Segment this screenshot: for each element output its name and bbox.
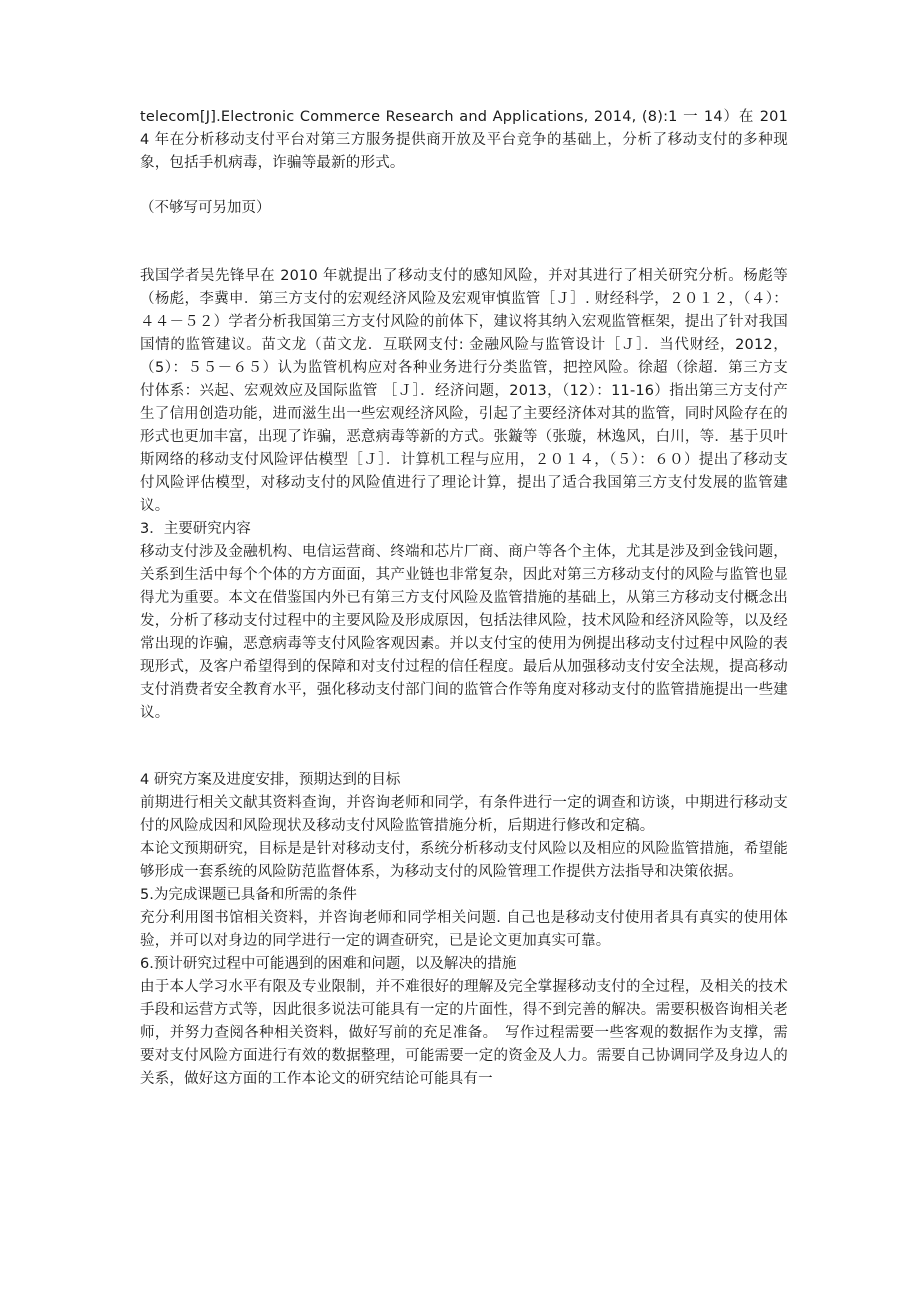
spacer (140, 220, 788, 265)
section-heading-4: 4 研究方案及进度安排，预期达到的目标 (140, 772, 401, 788)
paragraph-expected-goals: 本论文预期研究，目标是是针对移动支付，系统分析移动支付风险以及相应的风险监管措施，希望能够形成一套系统的风险防范监督体系，为移动支付的风险管理工作提供方法指导和决策依据。 (140, 841, 788, 880)
section-heading-3: 3．主要研究内容 (140, 521, 251, 537)
section-heading-6: 6.预计研究过程中可能遇到的困难和问题，以及解决的措施 (140, 956, 517, 972)
paragraph-difficulties: 由于本人学习水平有限及专业限制，并不难很好的理解及完全掌握移动支付的全过程，及相关的技术手段和运营方式等，因此很多说法可能具有一定的片面性，得不到完善的解决。需要积极咨询相关老师，并努力查阅各种相关资料，做好写前的充足准备。 写作过程需要一些客观的数据作为支撑，需要对支付风险方面进行有效的数据整理，可能需要一定的资金及人力。需要自己协调同学及身边人的关系，做好这方面的工作本论文的研究结论可能具有一 (140, 979, 788, 1087)
extra-page-note: （不够写可另加页） (140, 200, 271, 216)
paragraph-literature-review: 我国学者吴先锋早在 2010 年就提出了移动支付的感知风险，并对其进行了相关研究分析。杨彪等（杨彪，李冀申．第三方支付的宏观经济风险及宏观审慎监管［Ｊ］. 财经科学，２０１２，（４）：４４－５２）学者分析我国第三方支付风险的前体下，建议将其纳入宏观监管框架，提出了针对我国国情的监管建议。苗文龙（苗文龙．互联网支付: 金融风险与监管设计［Ｊ］．当代财经，2012，（5）：５５－６５）认为监管机构应对各种业务进行分类监管，把控风险。徐超（徐超．第三方支付体系：兴起、宏观效应及国际监管 ［Ｊ］．经济问题，2013，（12）：11-16）指出第三方支付产生了信用创造功能，进而滋生出一些宏观经济风险，引起了主要经济体对其的监管，同时风险存在的形式也更加丰富，出现了诈骗，恶意病毒等新的方式。张鏇等（张璇，林逸风，白川，等．基于贝叶斯网络的移动支付风险评估模型［Ｊ］．计算机工程与应用，２０１４，（５）：６０）提出了移动支付风险评估模型，对移动支付的风险值进行了理论计算，提出了适合我国第三方支付发展的监管建议。 (140, 268, 788, 514)
paragraph-research-plan: 前期进行相关文献其资料查询，并咨询老师和同学，有条件进行一定的调查和访谈，中期进行移动支付的风险成因和风险现状及移动支付风险监管措施分析，后期进行修改和定稿。 (140, 795, 788, 834)
paragraph-reference-continuation: telecom[J].Electronic Commerce Research and Applications, 2014, (8):1 一 14）在 2014 年在分析移动支付平台对第三方服务提供商开放及平台竞争的基础上，分析了移动支付的多种现象，包括手机病毒，诈骗等最新的形式。 (140, 109, 788, 171)
paragraph-main-content: 移动支付涉及金融机构、电信运营商、终端和芯片厂商、商户等各个主体，尤其是涉及到金钱问题，关系到生活中每个个体的方方面面，其产业链也非常复杂，因此对第三方移动支付的风险与监管也显得尤为重要。本文在借鉴国内外已有第三方支付风险及监管措施的基础上，从第三方移动支付概念出发，分析了移动支付过程中的主要风险及形成原因，包括法律风险，技术风险和经济风险等，以及经常出现的诈骗，恶意病毒等支付风险客观因素。并以支付宝的使用为例提出移动支付过程中风险的表现形式，及客户希望得到的保障和对支付过程的信任程度。最后从加强移动支付安全法规，提高移动支付消费者安全教育水平，强化移动支付部门间的监管合作等角度对移动支付的监管措施提出一些建议。 (140, 544, 788, 721)
spacer (140, 175, 788, 197)
document-page (140, 106, 788, 1091)
section-heading-5: 5.为完成课题已具备和所需的条件 (140, 887, 357, 903)
spacer (140, 725, 788, 769)
paragraph-conditions: 充分利用图书馆相关资料，并咨询老师和同学相关问题. 自己也是移动支付使用者具有真实的使用体验，并可以对身边的同学进行一定的调查研究，已是论文更加真实可靠。 (140, 910, 788, 949)
